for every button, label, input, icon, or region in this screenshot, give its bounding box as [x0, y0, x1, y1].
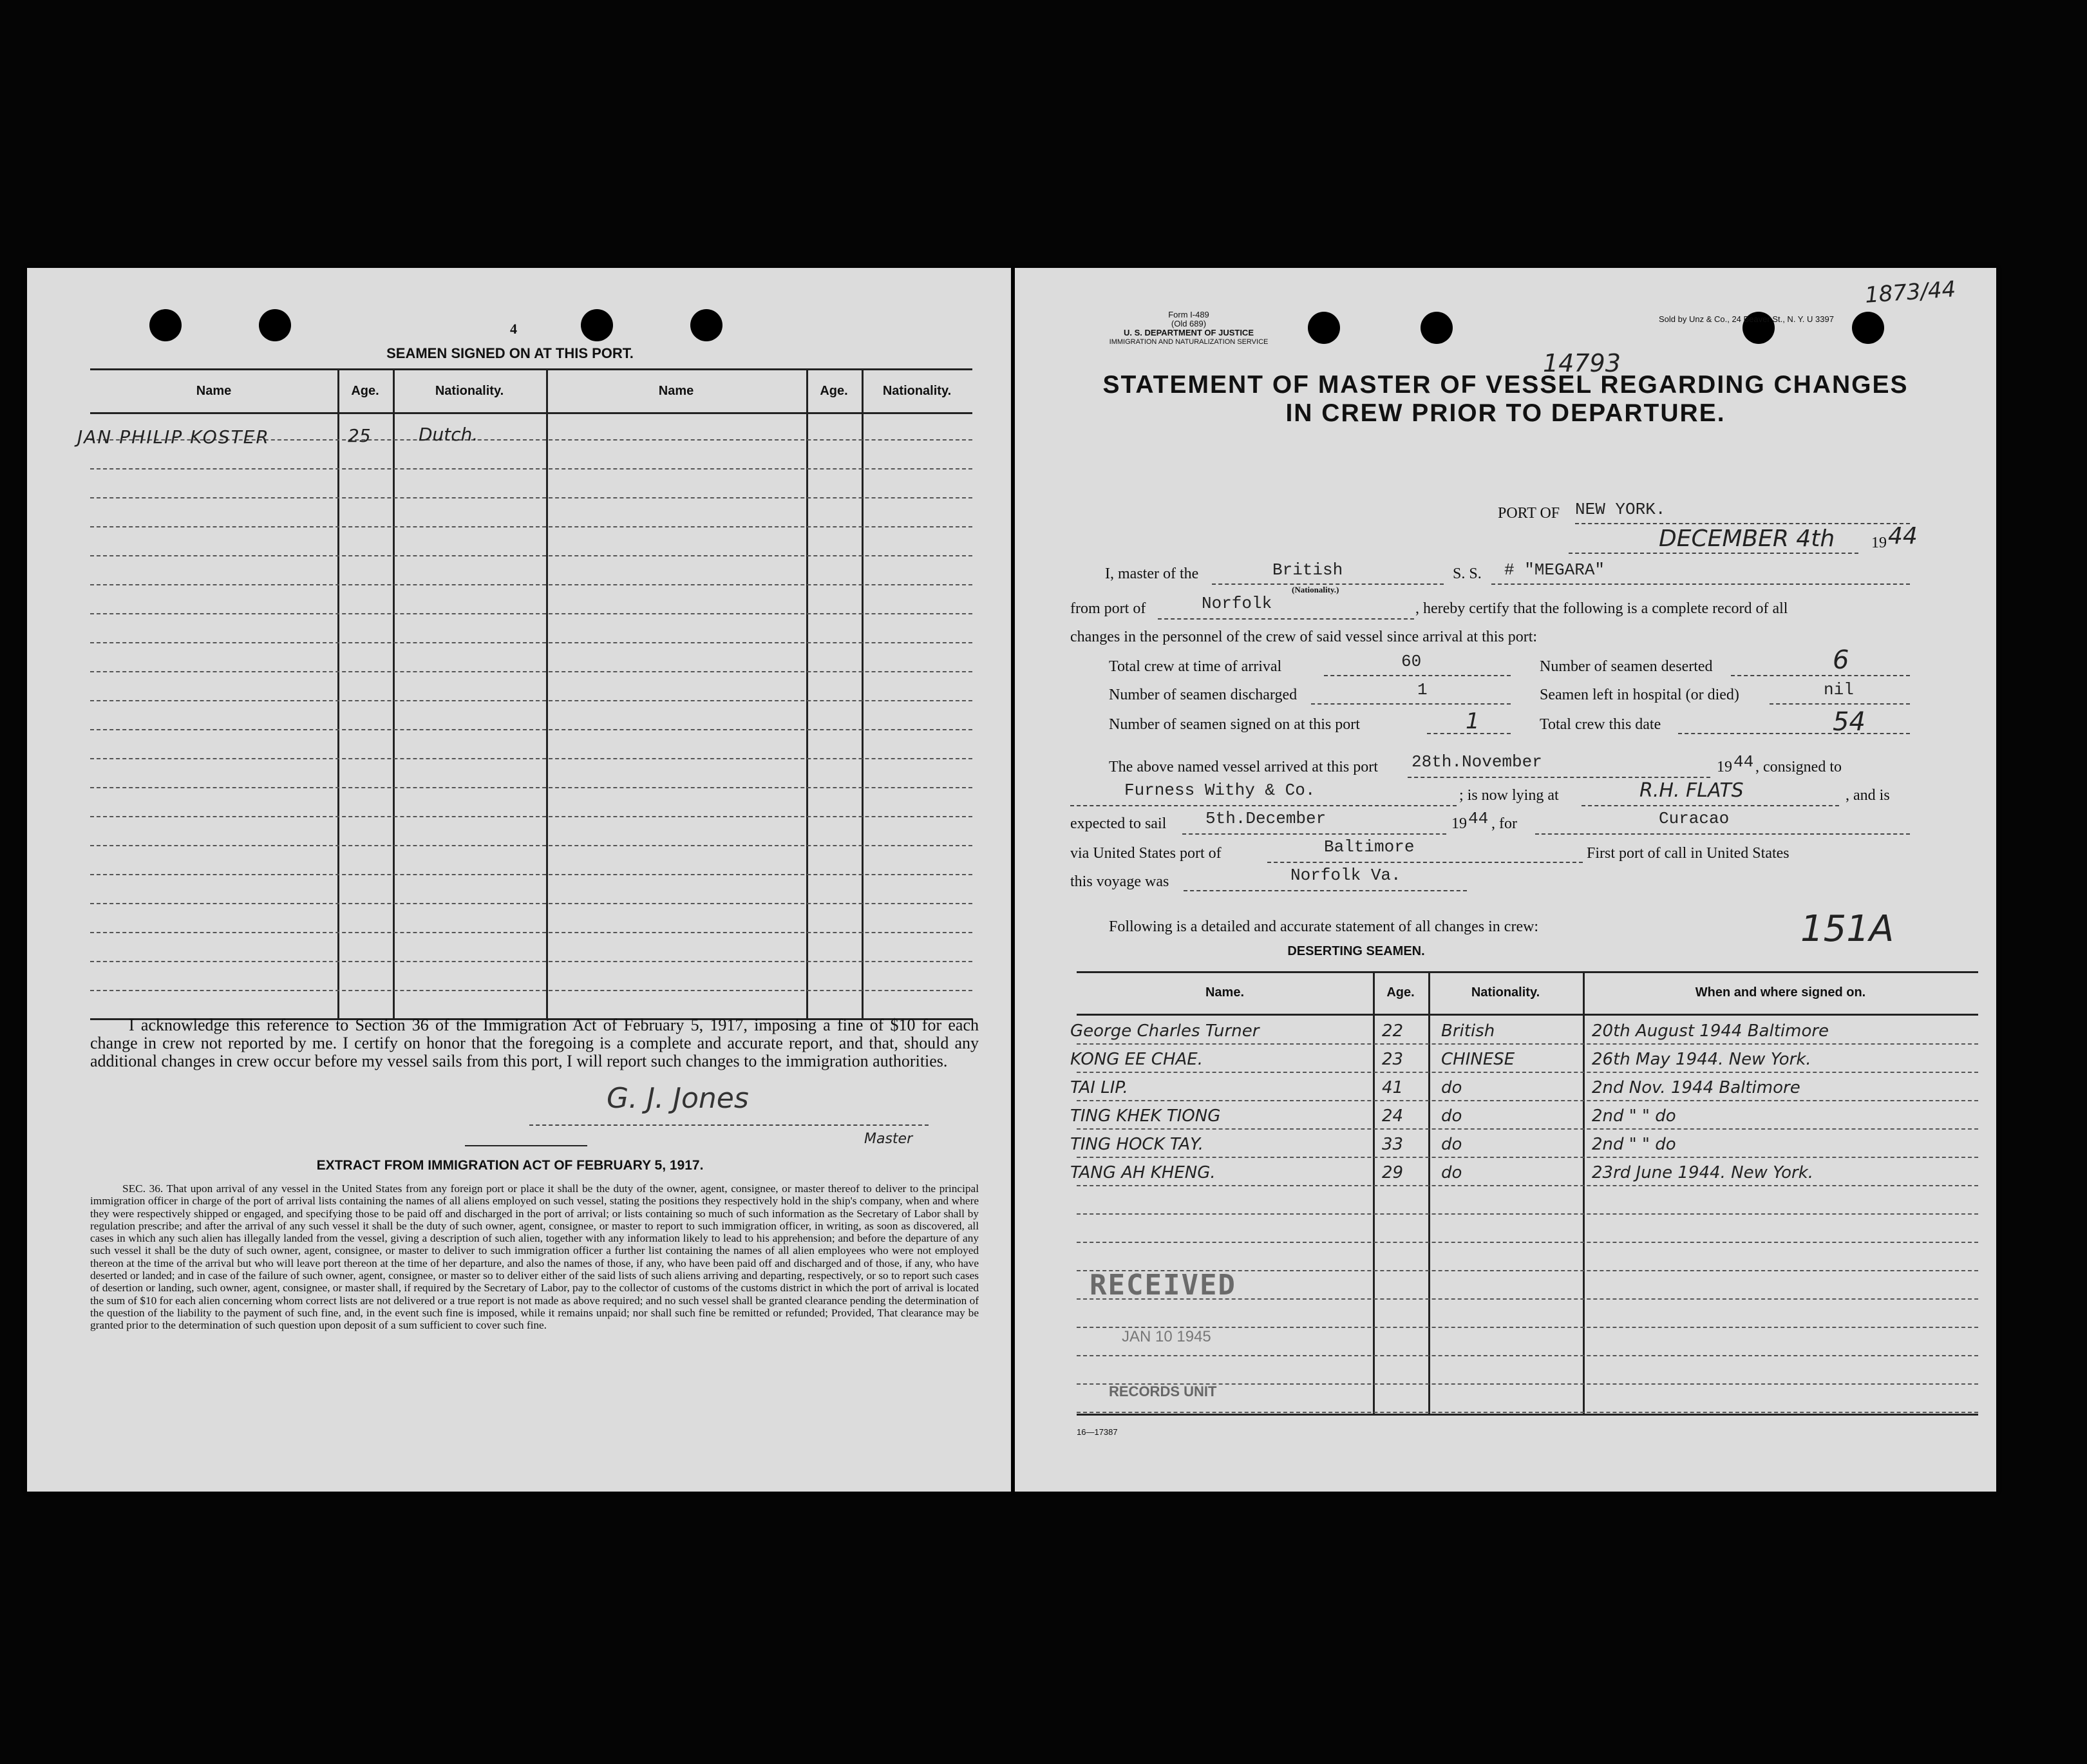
ruled-row	[90, 932, 972, 933]
ruled-row	[90, 584, 972, 585]
table-row-name: JAN PHILIP KOSTER	[77, 426, 270, 448]
vendor-note: Sold by Unz & Co., 24 Beaver St., N. Y. U 3397	[1659, 314, 1834, 324]
master-signature: G. J. Jones	[607, 1082, 749, 1115]
arrived-label: The above named vessel arrived at this port	[1109, 759, 1378, 775]
deserter-signed-on: 2nd " " do	[1592, 1106, 1676, 1126]
form-title-line2: IN CREW PRIOR TO DEPARTURE.	[1285, 399, 1726, 427]
ruled-row	[1077, 1100, 1978, 1101]
expected-year: 44	[1468, 809, 1489, 828]
table-row-age: 25	[348, 425, 371, 446]
deserter-age: 33	[1382, 1135, 1404, 1154]
received-stamp: RECEIVED	[1090, 1269, 1236, 1302]
column-header: When and where signed on.	[1695, 985, 1866, 1000]
footer-code: 16—17387	[1077, 1427, 1118, 1437]
deserter-name: KONG EE CHAE.	[1070, 1050, 1203, 1069]
discharged-label: Number of seamen discharged	[1109, 687, 1298, 703]
ruled-row	[90, 526, 972, 527]
acknowledgement-text: I acknowledge this reference to Section 36 of the Immigration Act of February 5, 1917, imposing a fine of $10 for each change in crew not reported by me. I certify on honor that the foregoing is a complete and accurate report, and that, should any additional changes in crew occur before my vessel sails from this port, I will report such changes to the immigration authorities.	[90, 1016, 979, 1070]
expected-year-prefix: 19	[1451, 815, 1467, 832]
total-crew-arrival: 60	[1401, 652, 1422, 671]
voyage-label: this voyage was	[1070, 873, 1169, 890]
punch-hole	[581, 309, 613, 341]
punch-hole	[1308, 312, 1340, 344]
from-port-value: Norfolk	[1202, 594, 1272, 613]
total-today-label: Total crew this date	[1540, 716, 1661, 733]
consigned-label: , consigned to	[1755, 759, 1842, 775]
extract-title: EXTRACT FROM IMMIGRATION ACT OF FEBRUARY 5, 1917.	[316, 1158, 704, 1173]
ruled-row	[90, 642, 972, 643]
left-page	[27, 268, 1011, 1492]
date-value: DECEMBER 4th	[1659, 526, 1835, 552]
ruled-row	[90, 700, 972, 701]
column-header: Age.	[820, 384, 848, 398]
via-label: via United States port of	[1070, 845, 1222, 862]
master-of-label: I, master of the	[1105, 565, 1199, 582]
discharged-count: 1	[1417, 680, 1428, 699]
deserter-nationality: do	[1441, 1163, 1462, 1182]
for-label: , for	[1491, 815, 1517, 832]
service-name: IMMIGRATION AND NATURALIZATION SERVICE	[1109, 338, 1269, 346]
expected-label: expected to sail	[1070, 815, 1167, 832]
deserting-title: DESERTING SEAMEN.	[1287, 944, 1425, 958]
ruled-row	[1077, 1355, 1978, 1356]
punch-hole	[1852, 312, 1884, 344]
ss-label: S. S.	[1453, 565, 1482, 582]
from-port-label: from port of	[1070, 600, 1146, 617]
deserter-signed-on: 2nd Nov. 1944 Baltimore	[1592, 1078, 1800, 1097]
ruled-row	[1077, 1128, 1978, 1130]
ruled-row	[90, 729, 972, 730]
table-row-nationality: Dutch.	[419, 424, 478, 445]
ruled-row	[90, 613, 972, 614]
voyage-port: Norfolk Va.	[1290, 866, 1401, 885]
ruled-row	[1077, 1327, 1978, 1328]
hospital-label: Seamen left in hospital (or died)	[1540, 687, 1739, 703]
deserters-table	[1070, 971, 1978, 1416]
ruled-row	[1077, 1242, 1978, 1243]
expected-date: 5th.December	[1205, 809, 1327, 828]
ruled-row	[1077, 1157, 1978, 1158]
signed-on-table	[77, 368, 972, 1020]
deserter-nationality: do	[1441, 1078, 1462, 1097]
ruled-row	[1077, 1185, 1978, 1186]
total-today-count: 54	[1833, 707, 1865, 737]
deserter-nationality: British	[1441, 1021, 1495, 1041]
page-number: 4	[510, 321, 517, 337]
column-header: Nationality.	[435, 384, 504, 398]
year-value: 44	[1888, 523, 1918, 549]
deserter-name: TING HOCK TAY.	[1070, 1135, 1204, 1154]
punch-hole	[690, 309, 722, 341]
column-header: Name	[196, 384, 232, 398]
deserter-name: TING KHEK TIONG	[1070, 1106, 1221, 1126]
ruled-row	[90, 874, 972, 875]
deserter-signed-on: 26th May 1944. New York.	[1592, 1050, 1811, 1069]
ruled-row	[90, 787, 972, 788]
deserter-nationality: do	[1441, 1106, 1462, 1126]
handwritten-file-number: 14793	[1543, 349, 1621, 377]
deserter-age: 41	[1382, 1078, 1404, 1097]
arrived-year-prefix: 19	[1717, 759, 1732, 775]
file-mark: 151A	[1800, 908, 1894, 950]
signed-on-count: 1	[1466, 708, 1480, 734]
punch-hole	[149, 309, 182, 341]
punch-hole	[1421, 312, 1453, 344]
deserter-signed-on: 23rd June 1944. New York.	[1592, 1163, 1814, 1182]
first-port-label: First port of call in United States	[1587, 845, 1790, 862]
consignee: Furness Withy & Co.	[1124, 781, 1316, 800]
via-port: Baltimore	[1324, 837, 1415, 857]
column-header: Name.	[1205, 985, 1245, 1000]
destination: Curacao	[1659, 809, 1730, 828]
form-header	[1079, 310, 1298, 346]
ruled-row	[1077, 1072, 1978, 1073]
deserter-name: TAI LIP.	[1070, 1078, 1128, 1097]
ruled-row	[90, 990, 972, 991]
port-label: PORT OF	[1498, 505, 1560, 522]
deserted-count: 6	[1833, 645, 1849, 675]
right-page	[1015, 268, 1996, 1492]
deserter-name: TANG AH KHENG.	[1070, 1163, 1216, 1182]
deserter-age: 24	[1382, 1106, 1404, 1126]
deserter-nationality: do	[1441, 1135, 1462, 1154]
corner-annotation: 1873/44	[1864, 276, 1957, 308]
column-header: Nationality.	[1471, 985, 1540, 1000]
arrived-date: 28th.November	[1412, 752, 1542, 772]
form-number: Form I-489	[1168, 310, 1209, 319]
punch-hole	[259, 309, 291, 341]
deserter-signed-on: 2nd " " do	[1592, 1135, 1676, 1154]
deserted-label: Number of seamen deserted	[1540, 658, 1713, 675]
total-crew-arrival-label: Total crew at time of arrival	[1109, 658, 1282, 675]
following-text: Following is a detailed and accurate statement of all changes in crew:	[1109, 918, 1539, 935]
lying-location: R.H. FLATS	[1639, 779, 1744, 802]
vessel-name: # "MEGARA"	[1504, 560, 1605, 580]
column-header: Name	[658, 384, 694, 398]
deserter-name: George Charles Turner	[1070, 1021, 1260, 1041]
ruled-row	[90, 497, 972, 498]
ruled-row	[90, 468, 972, 469]
deserter-age: 29	[1382, 1163, 1404, 1182]
deserter-signed-on: 20th August 1944 Baltimore	[1592, 1021, 1829, 1041]
section-title: SEAMEN SIGNED ON AT THIS PORT.	[386, 345, 634, 361]
ruled-row	[1077, 1213, 1978, 1215]
lying-label: ; is now lying at	[1459, 787, 1559, 804]
stamp-unit: RECORDS UNIT	[1109, 1383, 1217, 1399]
deserter-nationality: CHINESE	[1441, 1050, 1515, 1069]
certify-text: , hereby certify that the following is a complete record of all	[1415, 600, 1788, 617]
nationality-caption: (Nationality.)	[1292, 585, 1339, 594]
column-header: Age.	[351, 384, 379, 398]
form-title-line1: STATEMENT OF MASTER OF VESSEL REGARDING CHANGES	[1102, 371, 1909, 399]
ruled-row	[90, 758, 972, 759]
ruled-row	[90, 816, 972, 817]
and-is-label: , and is	[1846, 787, 1890, 804]
hospital-count: nil	[1824, 680, 1854, 699]
vessel-nationality: British	[1272, 560, 1343, 580]
stamp-date: JAN 10 1945	[1122, 1328, 1211, 1345]
deserter-age: 23	[1382, 1050, 1404, 1069]
certify-text-2: changes in the personnel of the crew of said vessel since arrival at this port:	[1070, 629, 1538, 645]
ruled-row	[90, 845, 972, 846]
column-header: Age.	[1386, 985, 1415, 1000]
extract-text: SEC. 36. That upon arrival of any vessel in the United States from any foreign port or place it shall be the duty of the owner, agent, consignee, or master thereof to deliver to the principal immigration officer in charge of the port of arrival lists containing the names of all aliens employed on such vessel, stating the positions they respectively hold in the ship's company, when and where they were respectively shipped or engaged, and specifying those to be paid off and discharged in the port of arrival; or lists containing so much of such information as the Secretary of Labor shall by regulation prescribe; and after the arrival of any such vessel it shall be the duty of such owner, agent, consignee, or master to report to such immigration officer, in writing, as soon as discovered, all cases in which any such alien has illegally landed from the vessel, giving a description of such alien, together with any information likely to lead to his apprehension; and before the departure of any such vessel it shall be the duty of such owner, agent, consignee, or master to deliver to such immigration officer a further list containing the names of all alien employees who were not employed thereon at the time of the arrival but who will leave port thereon at the time of her departure, and also the names of those, if any, who have been paid off and discharged and of those, if any, who have deserted or landed; and in case of the failure of such owner, agent, consignee, or master so to deliver either of the said lists of such aliens arriving and departing, respectively, or so to report such cases of desertion or landing, such owner, agent, consignee, or master shall, if required by the Secretary of Labor, pay to the collector of customs of the customs district in which the port of arrival is located the sum of $10 for each alien concerning whom correct lists are not delivered or a true report is not made as above required; and no such vessel shall be granted clearance pending the determination of the question of the liability to the payment of such fine, and, in the event such fine is imposed, while it remains unpaid; nor shall such fine be remitted or refunded; Provided, That clearance may be granted prior to the determination of such question upon deposit of a sum sufficient to cover such fine.	[90, 1182, 979, 1332]
column-header: Nationality.	[882, 384, 952, 398]
old-form-number: (Old 689)	[1171, 319, 1207, 328]
signature-caption: Master	[864, 1131, 913, 1147]
ruled-row	[90, 961, 972, 962]
department-name: U. S. DEPARTMENT OF JUSTICE	[1124, 328, 1254, 337]
arrived-year: 44	[1733, 752, 1754, 772]
ruled-row	[90, 671, 972, 672]
deserter-age: 22	[1382, 1021, 1404, 1041]
signed-on-label: Number of seamen signed on at this port	[1109, 716, 1360, 733]
ruled-row	[1077, 1412, 1978, 1413]
ruled-row	[1077, 1043, 1978, 1045]
ruled-row	[90, 903, 972, 904]
year-prefix: 19	[1871, 535, 1887, 551]
ruled-row	[90, 555, 972, 556]
port-value: NEW YORK.	[1575, 500, 1666, 519]
